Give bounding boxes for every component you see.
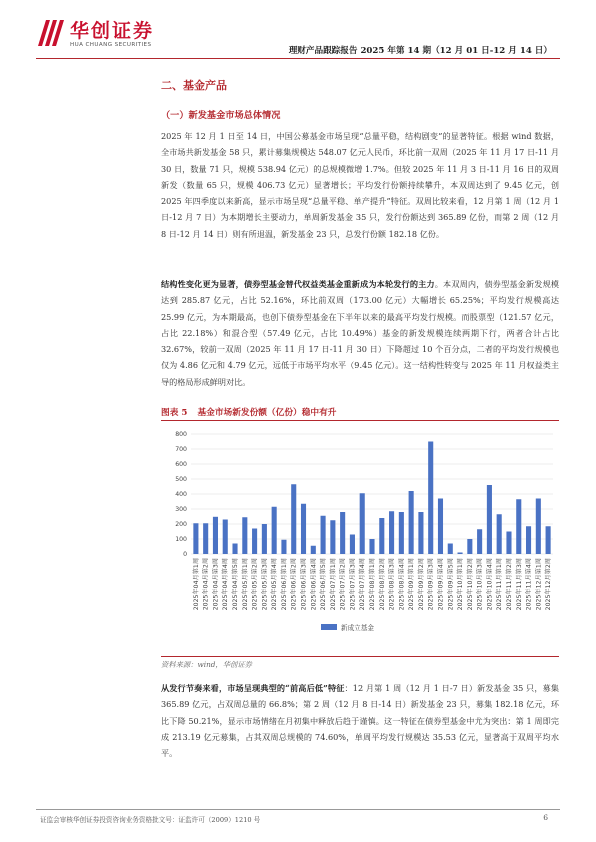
paragraph-body: 。本双周内，债券型基金新发规模达到 285.87 亿元，占比 52.16%，环比前双周（173.00 亿元）大幅增长 65.25%；平均发行规模高达 25.99 亿元，为本期最高，也创下债券型基金在下半年以来的最高平均发行规模。而股票型（121.57 亿元，占比 22.18%）和混合型（57.49 亿元，占比 10.49%）基金的新发规模连续两期下行，两者合计占比 32.67%，较前一双周（2025 年 11 月 17 日-11 月 30 日）下降超过 10 个百分点，二者的平均发行规模也仅为 4.86 亿元和 4.79 亿元，远低于市场平均水平（9.45 亿元）。这一结构性转变与 2025 年 11 月权益类主导的格局形成鲜明对比。 xyxy=(161,279,559,387)
x-tick-label: 2025年07月第1周 xyxy=(329,558,337,611)
x-tick-label: 2025年05月第4周 xyxy=(271,558,279,611)
x-tick-label: 2025年04月第5周 xyxy=(232,558,240,611)
x-tick-label: 2025年09月第3周 xyxy=(427,558,435,611)
bar xyxy=(428,442,433,555)
y-tick-label: 200 xyxy=(175,521,187,529)
x-tick-label: 2025年09月第5周 xyxy=(447,558,455,611)
chart-container xyxy=(161,424,559,652)
bar xyxy=(340,512,345,554)
y-tick-label: 700 xyxy=(175,446,187,454)
bar xyxy=(546,526,551,554)
figure-number: 图表 5 xyxy=(161,408,188,418)
bar xyxy=(213,517,218,554)
x-tick-label: 2025年06月第2周 xyxy=(290,558,298,611)
figure-bottom-rule xyxy=(161,656,559,657)
subsection-title: （一）新发基金市场总体情况 xyxy=(161,110,281,121)
y-tick-label: 0 xyxy=(183,551,187,559)
x-tick-label: 2025年09月第1周 xyxy=(408,558,416,611)
logo-name-en: HUA CHUANG SECURITIES xyxy=(70,42,152,48)
bar xyxy=(291,484,296,554)
bar xyxy=(497,514,502,554)
x-tick-label: 2025年08月第2周 xyxy=(378,558,386,611)
x-tick-label: 2025年07月第4周 xyxy=(359,558,367,611)
bar xyxy=(242,517,247,554)
x-tick-label: 2025年11月第3周 xyxy=(515,558,523,611)
x-tick-label: 2025年05月第3周 xyxy=(261,558,269,611)
paragraph-lead: 结构性变化更为显著，债券型基金替代权益类基金重新成为本轮发行的主力 xyxy=(161,279,435,289)
bar xyxy=(369,539,374,554)
x-tick-label: 2025年06月第4周 xyxy=(310,558,318,611)
x-tick-label: 2025年10月第2周 xyxy=(466,558,474,611)
logo-mark-icon xyxy=(36,16,66,50)
x-tick-label: 2025年04月第1周 xyxy=(192,558,200,611)
bar xyxy=(321,516,326,554)
x-tick-label: 2025年05月第1周 xyxy=(241,558,249,611)
x-tick-label: 2025年12月第1周 xyxy=(535,558,543,611)
bar xyxy=(193,523,198,554)
x-tick-label: 2025年04月第3周 xyxy=(212,558,220,611)
bar xyxy=(301,504,306,554)
x-tick-label: 2025年07月第3周 xyxy=(349,558,357,611)
paragraph-lead: 从发行节奏来看，市场呈现典型的“前高后低”特征 xyxy=(161,683,345,693)
bar xyxy=(281,540,286,554)
bar xyxy=(409,491,414,554)
x-tick-label: 2025年11月第1周 xyxy=(496,558,504,611)
x-tick-label: 2025年06月第3周 xyxy=(300,558,308,611)
figure-title xyxy=(161,406,336,418)
legend-swatch xyxy=(321,624,337,630)
paragraph-issuance-rhythm xyxy=(161,680,559,761)
bar xyxy=(311,546,316,554)
figure-source: 资料来源：wind，华创证券 xyxy=(161,660,252,669)
bar-chart xyxy=(161,424,559,652)
bar xyxy=(252,529,257,555)
bar xyxy=(330,520,335,554)
x-tick-label: 2025年05月第2周 xyxy=(251,558,259,611)
y-tick-label: 100 xyxy=(175,536,187,544)
x-tick-label: 2025年08月第3周 xyxy=(388,558,396,611)
bar xyxy=(487,485,492,554)
bar xyxy=(360,493,365,554)
figure-top-rule xyxy=(161,420,559,421)
bar xyxy=(506,532,511,555)
bar xyxy=(223,520,228,555)
x-tick-label: 2025年10月第1周 xyxy=(457,558,465,611)
section-title: 二、基金产品 xyxy=(161,79,227,92)
bar xyxy=(536,499,541,555)
legend-label: 新成立基金 xyxy=(341,624,374,632)
paragraph-structure-change xyxy=(161,276,559,390)
x-tick-label: 2025年08月第1周 xyxy=(369,558,376,611)
bar xyxy=(458,553,463,555)
bar xyxy=(477,529,482,554)
bar xyxy=(399,512,404,554)
bar xyxy=(389,511,394,554)
x-tick-label: 2025年04月第2周 xyxy=(202,558,210,611)
header-divider xyxy=(36,58,560,59)
y-tick-label: 500 xyxy=(175,476,187,484)
bar xyxy=(203,523,208,554)
paragraph-market-overview: 2025 年 12 月 1 日至 14 日，中国公募基金市场呈现“总量平稳，结构剧变”的显著特征。根据 wind 数据，全市场共新发基金 58 只，累计募集规模达 548.07 亿元人民币，环比前一双周（2025 年 11 月 17 日-11 月 30 日，数量 71 只，规模 538.94 亿元）的总规模微增 1.7%。但较 2025 年 11 月 3 日-11 月 16 日的双周新发（数量 65 只，规模 406.73 亿元）显著增长；平均发行份额持续攀升，本双周达到了 9.45 亿元，创 2025 年四季度以来新高，显示市场呈现“总量平稳、单产提升”特征。双周比较来看，12 月第 1 周（12 月 1 日-12 月 7 日）为本期增长主要动力，单周新发基金 35 只，发行份额达到 365.89 亿份，而第 2 周（12 月 8 日-12 月 14 日）则有所退温，新发基金 23 只，总发行份额 182.18 亿份。 xyxy=(161,131,559,239)
x-tick-label: 2025年06月第1周 xyxy=(280,558,288,611)
bar xyxy=(448,544,453,555)
figure-caption: 基金市场新发份额（亿份）稳中有升 xyxy=(197,408,337,418)
bar xyxy=(272,507,277,554)
y-tick-label: 800 xyxy=(175,431,187,439)
paragraph-body: ：12 月第 1 周（12 月 1 日-7 日）新发基金 35 只，募集 365.89 亿元，占双周总量的 66.8%；第 2 周（12 月 8 日-14 日）新发基金 23 只，募集 182.18 亿元，环比下降 50.21%，显示市场情绪在月初集中释放后趋于谨慎。这一特征在债券型基金中尤为突出：第 1 周即完成 213.19 亿元募集，占其双周总规模的 74.60%，单周平均发行规模达 35.53 亿元，显著高于双周平均水平。 xyxy=(161,683,559,759)
x-tick-label: 2025年10月第4周 xyxy=(486,558,494,611)
y-tick-label: 600 xyxy=(175,461,187,469)
footer-license: 证监会审核华创证券投资咨询业务资格批文号：证监许可（2009）1210 号 xyxy=(40,816,261,824)
bar xyxy=(350,535,355,555)
x-tick-label: 2025年10月第3周 xyxy=(476,558,484,611)
x-tick-label: 2025年06月第5周 xyxy=(320,558,328,611)
bar xyxy=(262,524,267,554)
x-tick-label: 2025年07月第2周 xyxy=(339,558,347,611)
bar xyxy=(232,544,237,555)
page-number: 6 xyxy=(543,813,548,822)
x-tick-label: 2025年12月第2周 xyxy=(545,558,553,611)
footer-divider xyxy=(36,809,560,810)
x-tick-label: 2025年04月第4周 xyxy=(222,558,230,611)
x-tick-label: 2025年08月第4周 xyxy=(398,558,406,611)
bar xyxy=(418,512,423,554)
x-tick-label: 2025年09月第4周 xyxy=(437,558,445,611)
bar xyxy=(526,526,531,554)
x-tick-label: 2025年11月第2周 xyxy=(505,558,513,611)
y-tick-label: 400 xyxy=(175,491,187,499)
x-tick-label: 2025年11月第4周 xyxy=(525,558,533,611)
logo-name-cn: 华创证券 xyxy=(70,20,155,42)
report-title: 理财产品跟踪报告 2025 年第 14 期（12 月 01 日-12 月 14 日） xyxy=(288,46,552,56)
bar xyxy=(379,518,384,554)
bar xyxy=(467,539,472,554)
company-logo xyxy=(36,14,166,54)
y-tick-label: 300 xyxy=(175,506,187,514)
x-tick-label: 2025年09月第2周 xyxy=(417,558,425,611)
bar xyxy=(438,499,443,555)
bar xyxy=(516,499,521,554)
